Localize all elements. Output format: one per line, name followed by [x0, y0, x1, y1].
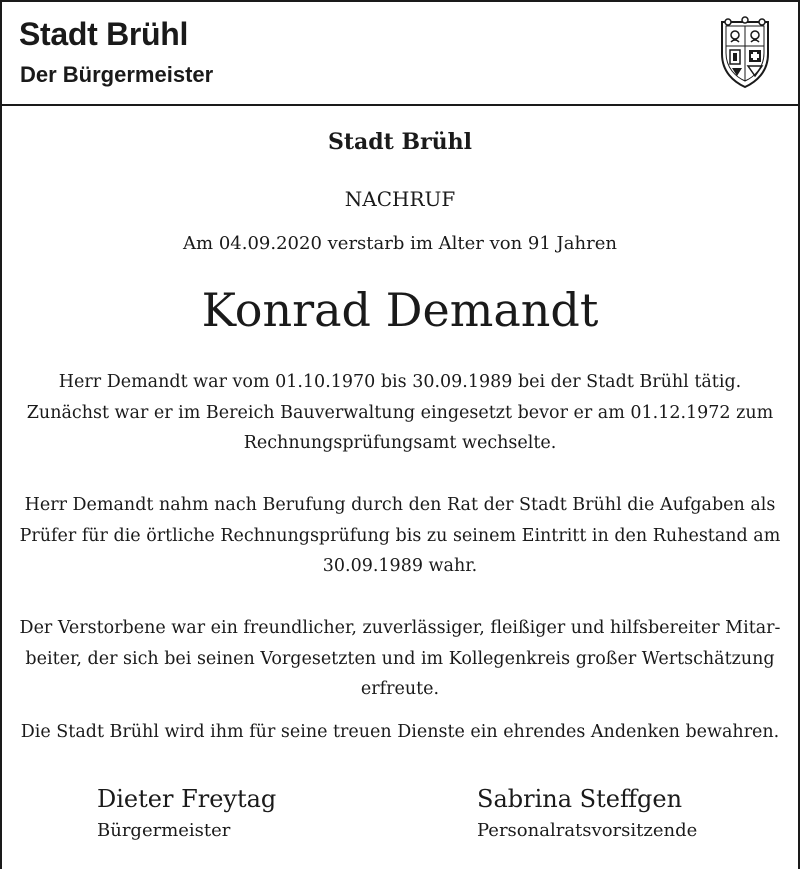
header-organization: Stadt Brühl [19, 16, 189, 52]
header-office: Der Bürgermeister [20, 62, 214, 87]
notice-paragraph-duties: Herr Demandt nahm nach Berufung durch den Rat der Stadt Brühl die Aufgaben als Prüfer für die örtliche Rechnungsprüfung bis zu seinem Eintritt in den Ruhestand am 30.09.1989 wahr. [19, 495, 781, 576]
signature-name: Sabrina Steffgen [477, 785, 683, 813]
city-coat-of-arms-icon [718, 16, 772, 90]
deceased-name: Konrad Demandt [201, 283, 599, 337]
signature-role: Bürgermeister [97, 820, 231, 841]
notice-paragraph-character: Der Verstorbene war ein freundlicher, zuverlässiger, fleißiger und hilfsbereiter Mitarbeiter, der sich bei seinen Vorgesetzten und im Kollegenkreis großer Wertschätzung erfreute. [19, 618, 781, 699]
notice-intro: Am 04.09.2020 verstarb im Alter von 91 Jahren [183, 233, 617, 254]
signature-staff-council [477, 782, 697, 844]
signature-mayor [97, 782, 276, 844]
notice-organization: Stadt Brühl [327, 129, 473, 155]
notice-paragraph-closing: Die Stadt Brühl wird ihm für seine treuen Dienste ein ehrendes Andenken bewahren. [20, 722, 780, 742]
signature-role: Personalratsvorsitzende [477, 820, 698, 841]
notice-header [2, 2, 798, 106]
signature-name: Dieter Freytag [97, 785, 277, 813]
notice-paragraph-career: Herr Demandt war vom 01.10.1970 bis 30.09.1989 bei der Stadt Brühl tätig. Zunächst war er im Bereich Bauverwaltung eingesetzt bevor er am 01.12.1972 zum Rechnungsprüfungsamt wechselte. [26, 372, 774, 453]
notice-title: NACHRUF [344, 187, 456, 211]
